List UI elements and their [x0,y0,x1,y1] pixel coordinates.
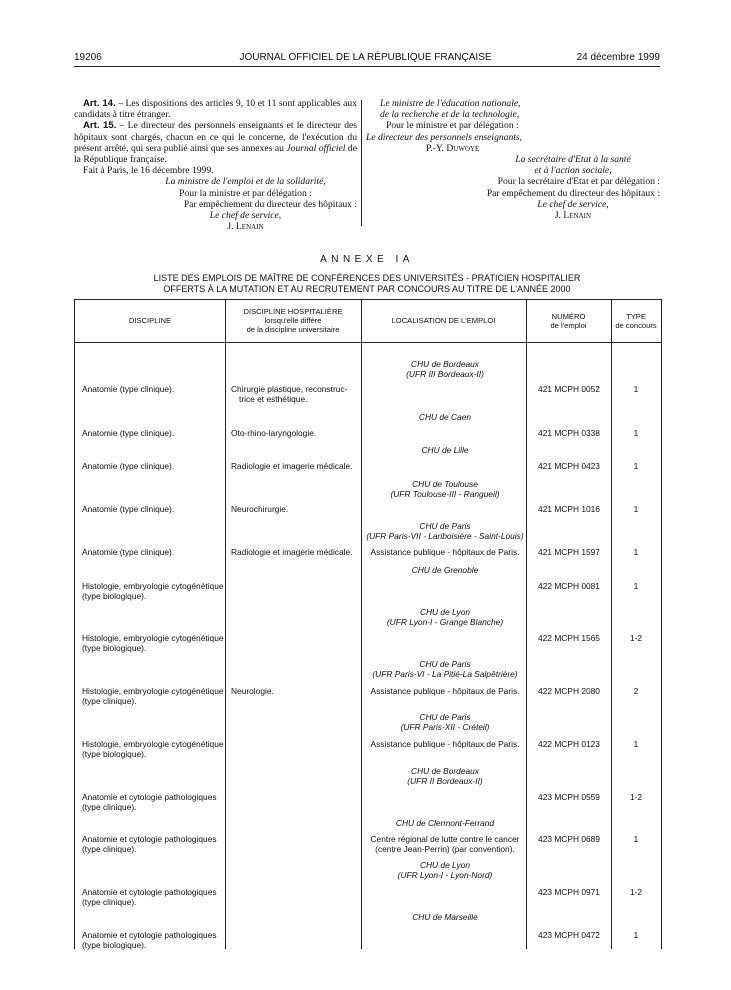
employment-number-cell: 423 MCPH 0472 [538,930,600,940]
impediment: Par empêchement du directeur des hôpitaux : [486,187,660,199]
chief-of-service: Le chef de service, [209,210,282,222]
discipline-cell: Anatomie (type clinique). [82,504,175,514]
for-secretary: Pour la secrétaire d'Etat et par délégation : [497,176,660,188]
competition-type-cell: 1 [633,461,639,471]
competition-type-cell: 1-2 [629,633,643,643]
discipline-cell-line-2: (type biologique). [82,749,147,759]
hospital-discipline-cell: Neurologie. [231,686,274,696]
column-separator [361,100,362,226]
header-number [526,313,611,331]
hospital-discipline-cell: Oto-rhino-laryngologie. [231,428,317,438]
issue-date: 24 décembre 1999 [576,52,660,63]
location-heading: CHU de Bordeaux [411,766,479,776]
location-detail-cell: Centre régional de lutte contre le cancer [370,834,520,844]
discipline-cell-line-2: (type clinique). [82,844,137,854]
header-hospital-line: lorsqu'elle diffère [264,315,322,325]
location-heading: CHU de Clermont-Ferrand [395,818,495,828]
employment-number-cell: 422 MCPH 0123 [538,739,600,749]
competition-type-cell: 1 [633,930,639,940]
signatory-2: J. Lenain [554,210,592,222]
discipline-cell: Anatomie et cytologie pathologiques [82,834,217,844]
header-rule [74,66,660,67]
employment-number-cell: 421 MCPH 1597 [538,547,600,557]
employment-number-cell: 422 MCPH 1565 [538,633,600,643]
location-heading: CHU de Lyon [419,860,471,870]
location-heading: (UFR Paris-XII - Créteil) [400,722,490,732]
chief-of-service: Le chef de service, [537,198,609,210]
competition-type-cell: 1 [633,834,639,844]
discipline-cell: Anatomie (type clinique). [82,384,175,394]
minister-line-1: Le ministre de l'éducation nationale, [380,98,521,109]
column-divider [611,300,612,949]
location-heading: CHU de Toulouse [412,479,478,489]
employment-number-cell: 421 MCPH 0338 [538,428,600,438]
location-heading: (UFR Paris-VII - Lariboisière - Saint-Louis) [366,531,524,541]
location-detail-cell: Assistance publique - hôpitaux de Paris. [370,739,520,749]
location-heading: (UFR Paris-VI - La Pitié-La Salpêtrière) [372,669,518,679]
secretary-line-1: La secrétaire d'Etat à la santé [515,154,631,166]
location-heading: (UFR II Bordeaux-II) [407,776,483,786]
employment-number-cell: 421 MCPH 0423 [538,461,600,471]
location-heading: CHU de Lille [421,445,469,455]
signatory-1: P.-Y. Duwoye [426,142,480,154]
location-heading: CHU de Paris [419,521,471,531]
header-type-line: de concours [615,320,657,330]
competition-type-cell: 2 [633,686,639,696]
article-15-label: Art. 15. [83,120,117,132]
location-heading: CHU de Caen [418,412,472,422]
impediment: Par empêchement du directeur des hôpitaux : [183,198,357,210]
journal-title: JOURNAL OFFICIEL DE LA RÉPUBLIQUE FRANÇAISE [239,52,492,63]
for-minister: Pour le ministre et par délégation : [386,120,519,132]
article-14-label: Art. 14. [83,98,116,109]
location-detail-cell-line-2: (centre Jean-Perrin) (par convention). [375,844,515,854]
location-heading: (UFR Lyon-I - Lyon-Nord) [397,870,493,880]
location-heading: CHU de Lyon [419,607,471,617]
location-heading: (UFR Lyon-I - Grange Blanche) [386,617,504,627]
hospital-discipline-cell-line-2: trice et esthétique. [239,394,308,404]
employment-number-cell: 422 MCPH 2080 [538,686,600,696]
annexe-title-line-2: OFFERTS À LA MUTATION ET AU RECRUTEMENT PAR CONCOURS AU TITRE DE L'ANNÉE 2000 [163,283,571,294]
right-column [366,98,660,221]
employment-number-cell: 421 MCPH 0052 [538,384,600,394]
header-number-line: de l'emploi [550,320,587,330]
employment-number-cell: 423 MCPH 0971 [538,887,600,897]
competition-type-cell: 1 [633,504,639,514]
location-heading: CHU de Paris [419,712,471,722]
for-minister: Pour la ministre et par délégation : [179,187,312,199]
employment-number-cell: 423 MCPH 0559 [538,792,600,802]
signatory: J. Lenain [227,221,264,233]
discipline-cell: Histologie, embryologie cytogénétique [82,633,224,643]
article-15-journal: Journal officiel [286,142,346,154]
header-hospital-line: de la discipline universitaire [246,324,340,334]
discipline-cell-line-2: (type biologique). [82,591,147,601]
employment-number-cell: 422 MCPH 0081 [538,581,600,591]
location-heading: CHU de Grenoble [411,565,479,575]
minister-title: La ministre de l'emploi et de la solidarité, [165,176,326,188]
header-discipline: DISCIPLINE [128,316,172,325]
secretary-line-2: et à l'action sociale, [534,165,612,177]
competition-type-cell: 1 [633,581,639,591]
employment-number-cell: 423 MCPH 0689 [538,834,600,844]
location-detail-cell: Assistance publique - hôpitaux de Paris. [370,547,520,557]
discipline-cell: Anatomie et cytologie pathologiques [82,930,217,940]
location-heading: (UFR Toulouse-III - Rangueil) [390,489,500,499]
article-15 [74,120,357,165]
article-14-text: – Les dispositions des articles 9, 10 et 11 sont applicables aux candidats à titre étranger. [74,98,357,121]
left-column [74,98,357,232]
page-number: 19206 [74,52,102,63]
location-heading: (UFR III Bordeaux-II) [406,369,484,379]
header-separator [75,342,661,343]
header-type-line: TYPE [626,312,646,321]
location-heading: CHU de Bordeaux [411,359,479,369]
article-14 [74,98,357,120]
discipline-cell-line-2: (type clinique). [82,802,137,812]
discipline-cell: Anatomie (type clinique). [82,428,175,438]
column-divider [526,300,527,949]
competition-type-cell: 1 [633,384,639,394]
employment-number-cell: 421 MCPH 1016 [538,504,600,514]
discipline-cell: Histologie, embryologie cytogénétique [82,581,224,591]
header-hospital-discipline [225,308,361,334]
director-title: Le directeur des personnels enseignants, [366,131,523,143]
location-heading: CHU de Marseille [412,912,478,922]
competition-type-cell: 1-2 [629,887,643,897]
competition-type-cell: 1 [633,547,639,557]
minister-line-2: de la recherche et de la technologie, [380,109,520,121]
hospital-discipline-cell: Radiologie et imagerie médicale. [231,461,353,471]
header-number-line: NUMÉRO [551,312,586,321]
location-detail-cell: Assistance publique - hôpitaux de Paris. [370,686,520,696]
done-at: Fait à Paris, le 16 décembre 1999. [83,165,214,177]
discipline-cell: Histologie, embryologie cytogénétique [82,739,224,749]
annexe-title [74,273,660,294]
annexe-title-line-1: LISTE DES EMPLOIS DE MAÎTRE DE CONFÉRENCES DES UNIVERSITÉS - PRATICIEN HOSPITALIER [153,273,581,283]
hospital-discipline-cell: Neurochirurgie. [231,504,289,514]
positions-table [74,299,662,949]
discipline-cell-line-2: (type clinique). [82,897,137,907]
discipline-cell: Anatomie (type clinique). [82,547,175,557]
discipline-cell: Histologie, embryologie cytogénétique [82,686,224,696]
header-location: LOCALISATION DE L'EMPLOI [391,316,496,325]
competition-type-cell: 1 [633,739,639,749]
discipline-cell-line-2: (type biologique). [82,643,147,653]
location-heading: CHU de Paris [419,659,471,669]
article-15-text-b: de la République française. [74,142,357,166]
header-hospital-line: DISCIPLINE HOSPITALIÈRE [243,307,343,316]
discipline-cell: Anatomie et cytologie pathologiques [82,887,217,897]
article-15-text-a: – Le directeur des personnels enseignants et le directeur des hôpitaux sont chargés, chacun en ce qui le concerne, de l'exécution du présent arrêté, qui sera publié ainsi que ses annexes au [74,120,357,154]
discipline-cell-line-2: (type biologique). [82,940,147,950]
competition-type-cell: 1-2 [629,792,643,802]
header-type [611,313,661,331]
annexe-heading: ANNEXE IA [320,254,414,265]
hospital-discipline-cell: Radiologie et imagerie médicale. [231,547,353,557]
competition-type-cell: 1 [633,428,639,438]
discipline-cell: Anatomie et cytologie pathologiques [82,792,217,802]
discipline-cell-line-2: (type clinique). [82,696,137,706]
hospital-discipline-cell: Chirurgie plastique, reconstruc- [231,384,348,394]
discipline-cell: Anatomie (type clinique). [82,461,175,471]
